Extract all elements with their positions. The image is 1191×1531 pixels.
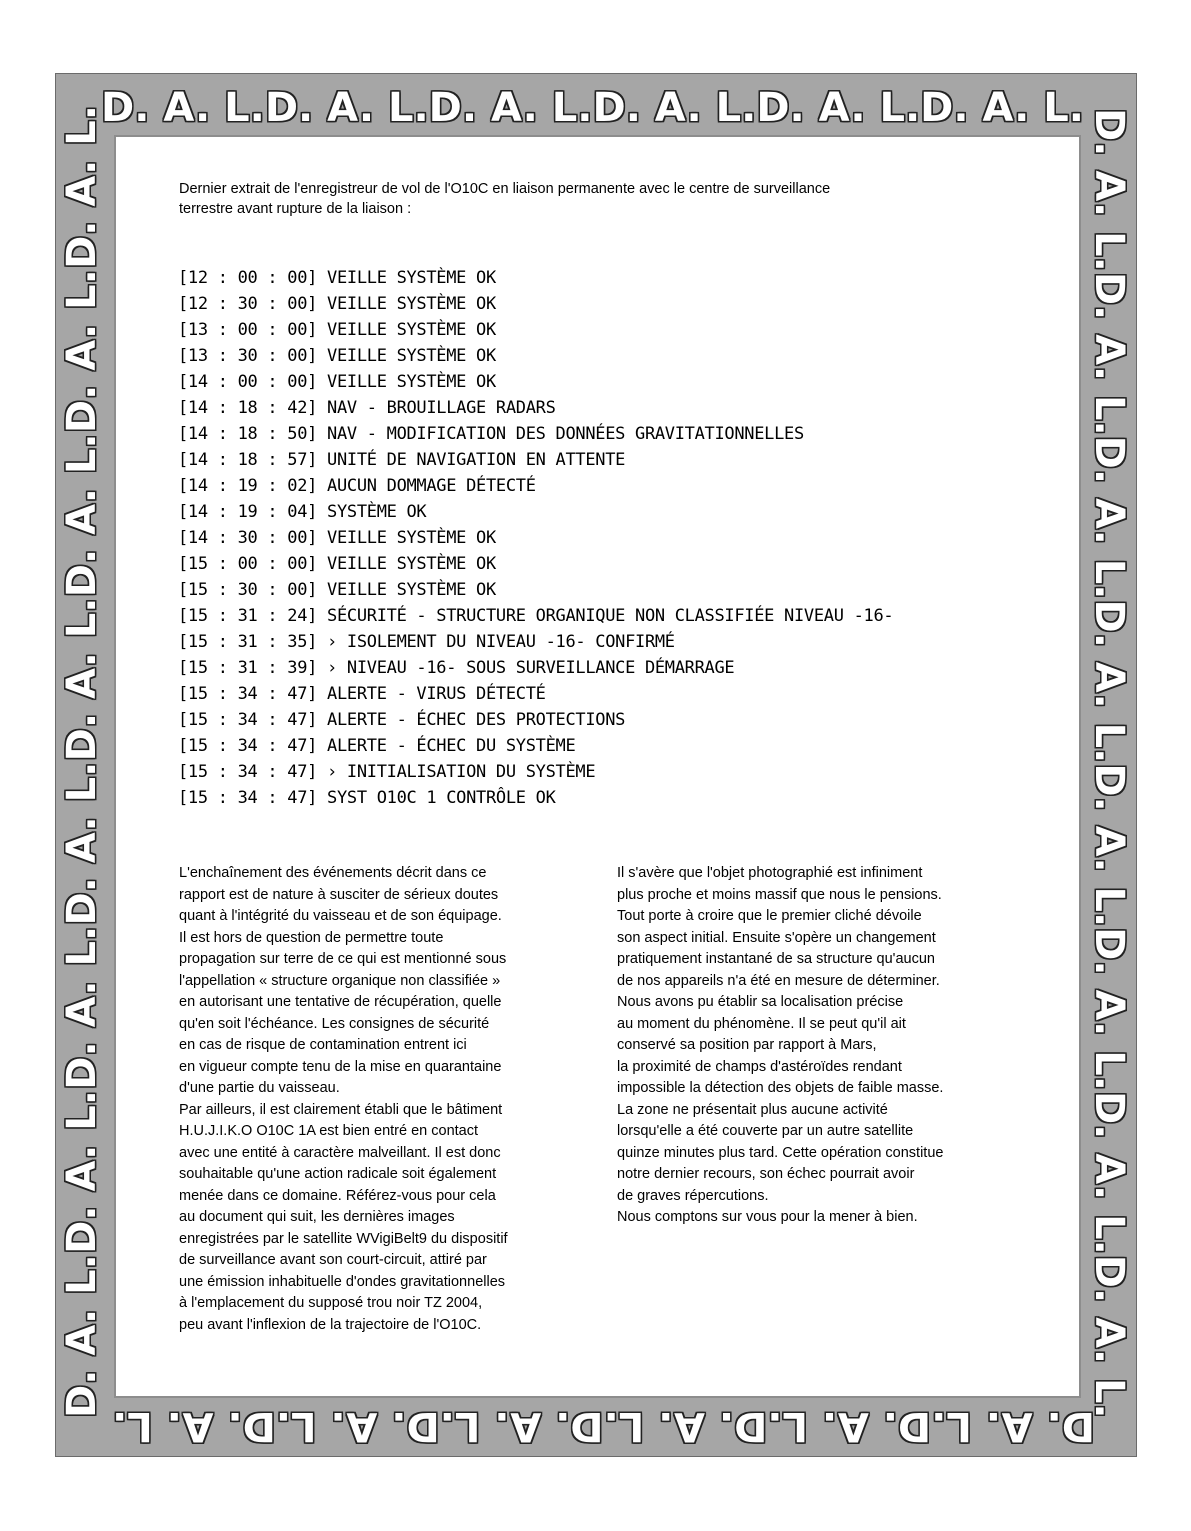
border-label: D. A. L. (59, 597, 105, 762)
text-line: d'une partie du vaisseau. (179, 1080, 340, 1096)
text-line: conservé sa position par rapport à Mars, (617, 1037, 877, 1053)
border-label: D. A. L. (931, 1403, 1095, 1449)
log-entry: [14 : 19 : 04] SYSTÈME OK (178, 502, 427, 522)
text-line: de surveillance avant son court-circuit, attiré par (179, 1252, 487, 1268)
border-top-labels (101, 85, 1084, 131)
text-line: de nos appareils n'a été en mesure de déterminer. (617, 972, 940, 989)
log-entry: [15 : 31 : 39] › NIVEAU -16- SOUS SURVEILLANCE DÉMARRAGE (178, 658, 735, 678)
border-label: D. A. L. (756, 85, 921, 131)
text-line: Nous comptons sur vous pour la mener à bien. (617, 1209, 918, 1225)
border-label: D. A. L. (59, 269, 105, 434)
log-entry: [15 : 00 : 00] VEILLE SYSTÈME OK (178, 554, 496, 574)
text-line: Par ailleurs, il est clairement établi que le bâtiment (179, 1101, 503, 1118)
log-entry: [15 : 34 : 47] › INITIALISATION DU SYSTÈME (178, 762, 596, 782)
border-label: D. A. L. (1086, 435, 1132, 600)
border-label: D. A. L. (1086, 1254, 1132, 1419)
text-line: en autorisant une tentative de récupération, quelle (179, 994, 502, 1010)
text-line: au moment du phénomène. Il se peut qu'il ait (617, 1015, 906, 1032)
text-line: propagation sur terre de ce qui est mentionné sous (179, 951, 507, 967)
body-column-left (179, 863, 599, 1336)
log-entry: [15 : 31 : 35] › ISOLEMENT DU NIVEAU -16- CONFIRMÉ (178, 632, 675, 652)
log-entry: [14 : 18 : 57] UNITÉ DE NAVIGATION EN ATTENTE (178, 450, 626, 470)
text-line: Tout porte à croire que le premier cliché dévoile (617, 908, 922, 924)
log-entry: [15 : 34 : 47] SYST O10C 1 CONTRÔLE OK (178, 788, 556, 808)
border-label: D. A. L. (59, 433, 105, 598)
text-line: peu avant l'inflexion de la trajectoire de l'O10C. (179, 1316, 482, 1333)
log-entry: [15 : 34 : 47] ALERTE - VIRUS DÉTECTÉ (178, 684, 546, 704)
text-line: menée dans ce domaine. Référez-vous pour cela (179, 1187, 496, 1204)
text-line: l'appellation « structure organique non classifiée » (179, 972, 501, 989)
border-label: D. A. L. (264, 85, 429, 131)
border-label: D. A. L. (59, 105, 105, 269)
border-label: D. A. L. (1086, 108, 1132, 272)
border-label: D. A. L. (1086, 271, 1132, 436)
border-label: D. A. L. (592, 85, 757, 131)
text-line: rapport est de nature à susciter de sérieux doutes (179, 886, 499, 903)
log-entry: [14 : 19 : 02] AUCUN DOMMAGE DÉTECTÉ (178, 476, 536, 496)
text-line: au document qui suit, les dernières images (179, 1209, 455, 1225)
border-label: D. A. L. (1086, 599, 1132, 764)
text-line: à l'emplacement du supposé trou noir TZ 2004, (179, 1295, 483, 1311)
border-label: D. A. L. (112, 1403, 276, 1449)
text-line: en vigueur compte tenu de la mise en quarantaine (179, 1058, 502, 1075)
text-line: Il s'avère que l'objet photographié est infiniment (617, 865, 923, 881)
log-entry: [15 : 31 : 24] SÉCURITÉ - STRUCTURE ORGANIQUE NON CLASSIFIÉE NIVEAU -16- (178, 606, 894, 626)
border-label: D. A. L. (59, 761, 105, 926)
border-label: D. A. L. (439, 1403, 604, 1449)
intro-paragraph (179, 179, 999, 219)
text-line: L'enchaînement des événements décrit dans ce (179, 865, 487, 881)
border-label: D. A. L. (1086, 927, 1132, 1091)
border-label: D. A. L. (59, 1254, 105, 1418)
body-column-right (617, 863, 1037, 1229)
border-right-labels (1083, 108, 1132, 1419)
border-label: D. A. L. (1086, 763, 1132, 928)
log-entry: [15 : 34 : 47] ALERTE - ÉCHEC DU SYSTÈME (178, 736, 576, 756)
text-line: quant à l'intégrité du vaisseau et de son équipage. (179, 908, 502, 924)
intro-line: terrestre avant rupture de la liaison : (179, 201, 412, 217)
border-label: D. A. L. (101, 85, 265, 131)
log-entry: [14 : 18 : 42] NAV - BROUILLAGE RADARS (178, 398, 556, 418)
border-label: D. A. L. (767, 1403, 932, 1449)
text-line: enregistrées par le satellite WVigiBelt9 du dispositif (179, 1230, 508, 1247)
text-line: La zone ne présentait plus aucune activité (617, 1101, 888, 1118)
border-label: D. A. L. (920, 85, 1084, 131)
log-entry: [12 : 00 : 00] VEILLE SYSTÈME OK (178, 268, 496, 288)
flight-log (178, 265, 893, 811)
text-line: pratiquement instantané de sa structure qu'aucun (617, 951, 935, 967)
log-entry: [14 : 30 : 00] VEILLE SYSTÈME OK (178, 528, 496, 548)
text-line: Nous avons pu établir sa localisation précise (617, 994, 904, 1010)
border-left-labels (59, 105, 108, 1418)
text-line: notre dernier recours, son échec pourrait avoir (617, 1166, 915, 1182)
border-label: D. A. L. (428, 85, 593, 131)
log-entry: [15 : 34 : 47] ALERTE - ÉCHEC DES PROTECTIONS (178, 710, 626, 730)
border-label: D. A. L. (1086, 1090, 1132, 1255)
border-label: D. A. L. (59, 1090, 105, 1254)
border-label: D. A. L. (59, 925, 105, 1090)
text-line: H.U.J.I.K.O O10C 1A est bien entré en contact (179, 1123, 479, 1139)
text-line: une émission inhabituelle d'ondes gravitationnelles (179, 1273, 506, 1290)
border-label: D. A. L. (603, 1403, 768, 1449)
text-line: quinze minutes plus tard. Cette opération constitue (617, 1144, 944, 1161)
text-line: de graves répercutions. (617, 1187, 769, 1204)
log-entry: [15 : 30 : 00] VEILLE SYSTÈME OK (178, 580, 496, 600)
intro-line: Dernier extrait de l'enregistreur de vol de l'O10C en liaison permanente avec le centre de surveillance (179, 181, 831, 197)
log-entry: [14 : 00 : 00] VEILLE SYSTÈME OK (178, 372, 496, 392)
log-entry: [13 : 30 : 00] VEILLE SYSTÈME OK (178, 346, 496, 366)
text-line: la proximité de champs d'astéroïdes rendant (617, 1058, 902, 1075)
text-line: qu'en soit l'échéance. Les consignes de sécurité (179, 1015, 490, 1032)
text-line: plus proche et moins massif que nous le pensions. (617, 886, 942, 903)
text-line: Il est hors de question de permettre toute (179, 929, 444, 946)
text-line: impossible la détection des objets de faible masse. (617, 1080, 944, 1096)
log-entry: [13 : 00 : 00] VEILLE SYSTÈME OK (178, 320, 496, 340)
text-line: son aspect initial. Ensuite s'opère un changement (617, 929, 936, 946)
log-entry: [12 : 30 : 00] VEILLE SYSTÈME OK (178, 294, 496, 314)
log-entry: [14 : 18 : 50] NAV - MODIFICATION DES DONNÉES GRAVITATIONNELLES (178, 424, 804, 444)
text-line: avec une entité à caractère malveillant. Il est donc (179, 1144, 501, 1161)
text-line: souhaitable qu'une action radicale soit également (179, 1166, 497, 1182)
text-line: en cas de risque de contamination entrent ici (179, 1037, 467, 1053)
border-bottom-labels (112, 1403, 1095, 1449)
border-label: D. A. L. (275, 1403, 440, 1449)
text-line: lorsqu'elle a été couverte par un autre satellite (617, 1123, 914, 1139)
